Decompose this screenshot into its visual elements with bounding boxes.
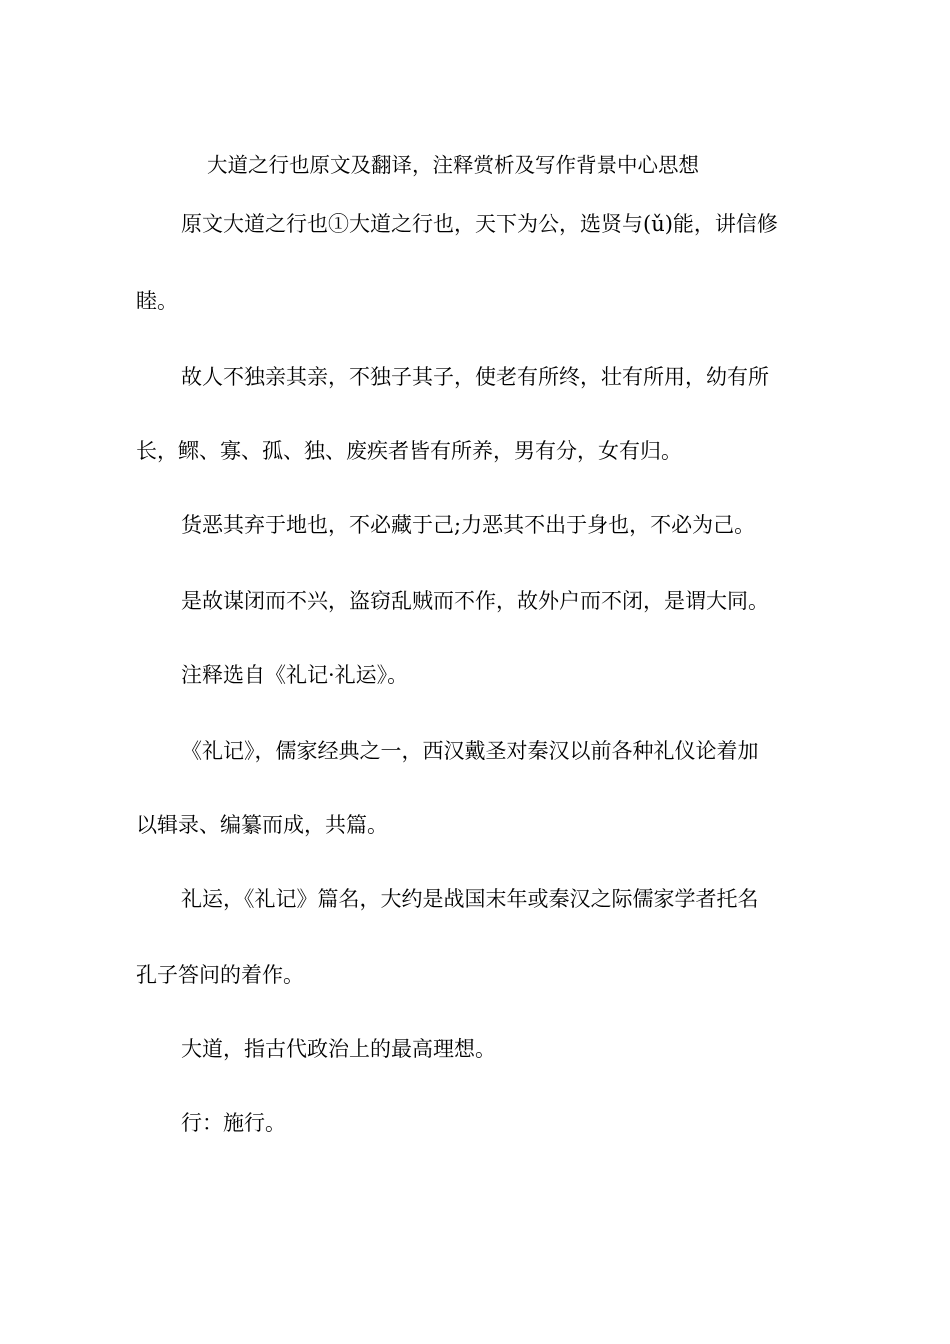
paragraph-line: 睦。	[136, 289, 178, 313]
paragraph-line: 孔子答问的着作。	[136, 963, 304, 987]
paragraph-line: 原文大道之行也①大道之行也，天下为公，选贤与(ǔ)能，讲信修	[181, 212, 778, 236]
paragraph-line: 长，鳏、寡、孤、独、废疾者皆有所养，男有分，女有归。	[136, 439, 682, 463]
paragraph-line: 货恶其弃于地也，不必藏于己;力恶其不出于身也，不必为己。	[181, 513, 756, 537]
paragraph-line: 《礼记》，儒家经典之一，西汉戴圣对秦汉以前各种礼仪论着加	[181, 739, 759, 763]
paragraph-line: 礼运，《礼记》篇名，大约是战国末年或秦汉之际儒家学者托名	[181, 887, 759, 911]
paragraph-line: 以辑录、编纂而成，共篇。	[136, 813, 388, 837]
paragraph-line: 大道，指古代政治上的最高理想。	[181, 1037, 496, 1061]
paragraph-line: 故人不独亲其亲，不独子其子，使老有所终，壮有所用，幼有所	[181, 365, 769, 389]
paragraph-line: 注释选自《礼记·礼运》。	[181, 663, 409, 687]
document-title: 大道之行也原文及翻译，注释赏析及写作背景中心思想	[207, 153, 699, 177]
paragraph-line: 是故谋闭而不兴，盗窃乱贼而不作，故外户而不闭，是谓大同。	[181, 589, 769, 613]
paragraph-line: 行：施行。	[181, 1111, 286, 1135]
